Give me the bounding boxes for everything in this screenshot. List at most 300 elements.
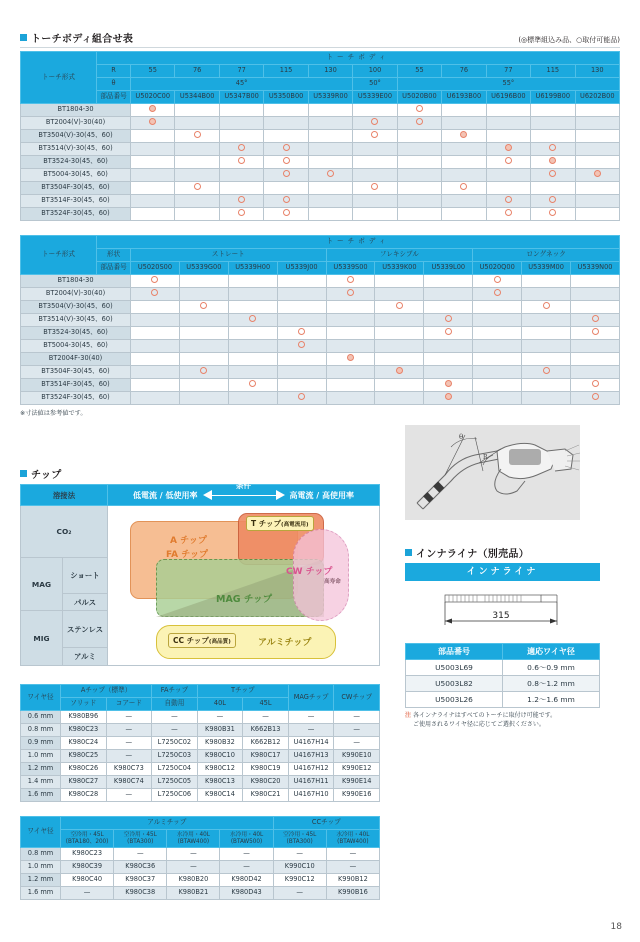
compat-cell bbox=[219, 182, 263, 195]
chip-selection-chart bbox=[20, 481, 380, 666]
compat-cell bbox=[522, 275, 571, 288]
chip-part-number: K662B13 bbox=[243, 724, 289, 737]
compat-cell bbox=[424, 379, 473, 392]
torch-illustration bbox=[405, 425, 580, 520]
compat-cell bbox=[131, 104, 175, 117]
alu-part-number: K980D43 bbox=[220, 887, 273, 900]
R-value-5: 100 bbox=[353, 65, 397, 78]
compat-cell bbox=[531, 195, 575, 208]
label-a-chip: A チップ bbox=[170, 535, 207, 546]
chip-part-number: K980C24 bbox=[61, 737, 107, 750]
compat-cell bbox=[277, 275, 326, 288]
compat-cell bbox=[375, 392, 424, 405]
method-mig-stainless: ステンレス bbox=[63, 611, 108, 648]
table-row bbox=[21, 763, 380, 776]
compat-cell bbox=[175, 195, 219, 208]
liner-header-0: 部品番号 bbox=[406, 644, 503, 660]
alu-part-number: — bbox=[167, 861, 220, 874]
chip-part-number: K990E10 bbox=[334, 750, 380, 763]
torch-model-label: BT3524-30(45、60) bbox=[21, 156, 131, 169]
standard-marker-icon bbox=[445, 380, 452, 387]
compat-cell bbox=[131, 301, 180, 314]
compat-cell bbox=[131, 117, 175, 130]
attachable-marker-icon bbox=[416, 105, 423, 112]
wire-diameter-value: 0.6 mm bbox=[21, 711, 61, 724]
table-row bbox=[406, 660, 600, 676]
compat-cell bbox=[175, 169, 219, 182]
compat-cell bbox=[308, 156, 352, 169]
compat-cell bbox=[131, 379, 180, 392]
compat-cell bbox=[264, 104, 308, 117]
compat-cell bbox=[277, 340, 326, 353]
chip-group-0: Aチップ（標準） bbox=[61, 685, 152, 698]
torch-body-heading-text: トーチボディ組合せ表 bbox=[31, 34, 134, 45]
liner-dimension-drawing bbox=[405, 581, 600, 639]
compat-cell bbox=[277, 366, 326, 379]
standard-marker-icon bbox=[149, 105, 156, 112]
compat-cell bbox=[424, 353, 473, 366]
compat-cell bbox=[131, 314, 180, 327]
alu-subgroup-4: 空冷用・45L (BTA300) bbox=[273, 830, 326, 848]
alu-part-number: — bbox=[326, 861, 379, 874]
square-bullet-icon bbox=[20, 34, 27, 41]
page-number: 18 bbox=[610, 922, 622, 932]
part-number-10: U6202B00 bbox=[575, 91, 619, 104]
condition-arrow-icon bbox=[203, 481, 285, 501]
compat-cell bbox=[326, 366, 375, 379]
attachable-marker-icon bbox=[371, 118, 378, 125]
alu-part-number: K980C37 bbox=[114, 874, 167, 887]
attachable-marker-icon bbox=[549, 144, 556, 151]
compat-cell bbox=[179, 392, 228, 405]
torch-type-header: トーチ形式 bbox=[21, 52, 97, 104]
chip-part-number: — bbox=[334, 711, 380, 724]
compat-cell bbox=[228, 327, 277, 340]
compat-cell bbox=[375, 314, 424, 327]
table1-title: トーチボディ bbox=[97, 52, 620, 65]
torch-drawing-svg bbox=[405, 425, 580, 520]
wire-diameter-value: 0.8 mm bbox=[21, 724, 61, 737]
aluminum-chip-table bbox=[20, 816, 380, 900]
compat-cell bbox=[175, 208, 219, 221]
chip-part-number: K662B12 bbox=[243, 737, 289, 750]
part-number-3: U5350B00 bbox=[264, 91, 308, 104]
table-row bbox=[21, 353, 620, 366]
attachable-marker-icon bbox=[549, 196, 556, 203]
chip-part-number: — bbox=[106, 724, 152, 737]
compat-cell bbox=[326, 288, 375, 301]
table-row bbox=[21, 104, 620, 117]
chip-part-number: K980C73 bbox=[106, 763, 152, 776]
chip-part-number: K980C28 bbox=[61, 789, 107, 802]
compat-cell bbox=[353, 195, 397, 208]
aluminum-chip-table-wrap bbox=[20, 816, 380, 900]
compat-cell bbox=[397, 143, 441, 156]
shape-group-0: ストレート bbox=[131, 249, 327, 262]
part-number-3: U5339J00 bbox=[277, 262, 326, 275]
table-row bbox=[21, 776, 380, 789]
table-row bbox=[21, 724, 380, 737]
chip-part-number: L7250C04 bbox=[152, 763, 198, 776]
compat-cell bbox=[486, 117, 530, 130]
part-number-6: U5020B00 bbox=[397, 91, 441, 104]
chip-part-number: — bbox=[106, 737, 152, 750]
table-row bbox=[21, 750, 380, 763]
alu-part-number: K980D42 bbox=[220, 874, 273, 887]
chip-part-number: L7250C03 bbox=[152, 750, 198, 763]
chip-part-number: K990E16 bbox=[334, 789, 380, 802]
alu-part-number: K980C23 bbox=[61, 848, 114, 861]
compat-cell bbox=[397, 117, 441, 130]
inner-liner-note-line2: ご使用されるワイヤ径に応じてご選択ください。 bbox=[413, 720, 545, 728]
compat-cell bbox=[264, 208, 308, 221]
part-number-8: U5339M00 bbox=[522, 262, 571, 275]
torch-model-label: BT3524-30(45、60) bbox=[21, 327, 131, 340]
compat-cell bbox=[353, 130, 397, 143]
compat-cell bbox=[326, 275, 375, 288]
compat-cell bbox=[175, 143, 219, 156]
compat-cell bbox=[375, 366, 424, 379]
chip-part-number: — bbox=[106, 711, 152, 724]
compat-cell bbox=[571, 275, 620, 288]
attachable-marker-icon bbox=[543, 367, 550, 374]
torch-model-label: BT3514F-30(45、60) bbox=[21, 379, 131, 392]
wire-diameter-value: 1.0 mm bbox=[21, 861, 61, 874]
attachable-marker-icon bbox=[194, 131, 201, 138]
table-row bbox=[406, 692, 600, 708]
compat-cell bbox=[522, 288, 571, 301]
compat-cell bbox=[228, 340, 277, 353]
chip-part-number: — bbox=[334, 724, 380, 737]
chip-part-number: L7250C05 bbox=[152, 776, 198, 789]
compat-cell bbox=[397, 182, 441, 195]
standard-marker-icon bbox=[347, 354, 354, 361]
part-number-2: U5347B00 bbox=[219, 91, 263, 104]
chip-part-number-table bbox=[20, 684, 380, 802]
compat-cell bbox=[353, 156, 397, 169]
liner-wire-diameter: 1.2〜1.6 mm bbox=[503, 692, 600, 708]
chip-group-1: FAチップ bbox=[152, 685, 198, 698]
compat-cell bbox=[522, 340, 571, 353]
compat-cell bbox=[531, 208, 575, 221]
alu-part-number: K980C36 bbox=[114, 861, 167, 874]
compat-cell bbox=[175, 117, 219, 130]
part-number-2: U5339H00 bbox=[228, 262, 277, 275]
compat-cell bbox=[522, 353, 571, 366]
attachable-marker-icon bbox=[592, 380, 599, 387]
compat-cell bbox=[486, 104, 530, 117]
compat-cell bbox=[175, 104, 219, 117]
compat-cell bbox=[375, 340, 424, 353]
alu-part-number: K980B20 bbox=[167, 874, 220, 887]
wire-diameter-value: 0.9 mm bbox=[21, 737, 61, 750]
compat-cell bbox=[571, 314, 620, 327]
compat-cell bbox=[571, 392, 620, 405]
part-number-1: U5344B00 bbox=[175, 91, 219, 104]
part-number-4: U5339R00 bbox=[308, 91, 352, 104]
attachable-marker-icon bbox=[283, 209, 290, 216]
compat-cell bbox=[571, 327, 620, 340]
torch-model-label: BT1804-30 bbox=[21, 104, 131, 117]
chip-subgroup-1-0: 自動用 bbox=[152, 698, 198, 711]
compat-cell bbox=[531, 117, 575, 130]
alu-part-number: — bbox=[61, 887, 114, 900]
compat-cell bbox=[353, 208, 397, 221]
marker-legend: (◎標準組込み品、○取付可能品) bbox=[518, 36, 620, 44]
part-number-1: U5339G00 bbox=[179, 262, 228, 275]
part-number-9: U5339N00 bbox=[571, 262, 620, 275]
compat-cell bbox=[228, 366, 277, 379]
compat-cell bbox=[308, 117, 352, 130]
table-row bbox=[21, 195, 620, 208]
method-mig-aluminum: アルミ bbox=[63, 648, 108, 666]
compat-cell bbox=[442, 130, 486, 143]
compat-cell bbox=[442, 195, 486, 208]
alu-part-number: — bbox=[326, 848, 379, 861]
compat-cell bbox=[575, 156, 619, 169]
dimension-footnote: ※寸法値は参考値です。 bbox=[20, 410, 87, 417]
alu-subgroup-3: 水冷用・40L (BTAW500) bbox=[220, 830, 273, 848]
compat-cell bbox=[308, 195, 352, 208]
chip-part-number: K980C17 bbox=[243, 750, 289, 763]
chip-part-number: L7250C06 bbox=[152, 789, 198, 802]
table-row bbox=[21, 392, 620, 405]
compat-cell bbox=[424, 327, 473, 340]
liner-part-number: U5003L82 bbox=[406, 676, 503, 692]
chip-part-number: — bbox=[106, 750, 152, 763]
compat-cell bbox=[473, 340, 522, 353]
R-value-9: 115 bbox=[531, 65, 575, 78]
torch-model-label: BT3524F-30(45、60) bbox=[21, 392, 131, 405]
compat-cell bbox=[219, 130, 263, 143]
chip-subgroup-2-0: 40L bbox=[197, 698, 243, 711]
compat-cell bbox=[575, 143, 619, 156]
compat-cell bbox=[264, 143, 308, 156]
torch-model-label: BT3514F-30(45、60) bbox=[21, 195, 131, 208]
compat-cell bbox=[277, 314, 326, 327]
alu-subgroup-0: 空冷用・45L (BTA180、200) bbox=[61, 830, 114, 848]
row-label-part: 部品番号 bbox=[97, 262, 131, 275]
compat-cell bbox=[131, 288, 180, 301]
compat-cell bbox=[264, 195, 308, 208]
compat-cell bbox=[375, 301, 424, 314]
label-mag-chip: MAG チップ bbox=[216, 593, 273, 605]
alu-group-0: アルミチップ bbox=[61, 817, 274, 830]
chip-part-number: K980C13 bbox=[197, 776, 243, 789]
compat-cell bbox=[486, 169, 530, 182]
compat-cell bbox=[353, 117, 397, 130]
compat-cell bbox=[473, 366, 522, 379]
table-row bbox=[21, 711, 380, 724]
table-row bbox=[21, 117, 620, 130]
compat-cell bbox=[353, 169, 397, 182]
table-row bbox=[21, 366, 620, 379]
compat-cell bbox=[531, 182, 575, 195]
row-label-part: 部品番号 bbox=[97, 91, 131, 104]
compat-cell bbox=[228, 288, 277, 301]
wire-diameter-value: 1.2 mm bbox=[21, 763, 61, 776]
chip-part-number: U4167H10 bbox=[288, 789, 334, 802]
part-number-0: U5020C00 bbox=[131, 91, 175, 104]
compat-cell bbox=[264, 169, 308, 182]
compat-cell bbox=[442, 156, 486, 169]
chip-part-number: — bbox=[106, 789, 152, 802]
chip-part-number: K980C74 bbox=[106, 776, 152, 789]
compat-cell bbox=[131, 275, 180, 288]
part-number-0: U5020S00 bbox=[131, 262, 180, 275]
part-number-7: U6193B00 bbox=[442, 91, 486, 104]
R-value-8: 77 bbox=[486, 65, 530, 78]
attachable-marker-icon bbox=[347, 276, 354, 283]
theta-group-1: 50° bbox=[353, 78, 397, 91]
inner-liner-figure bbox=[405, 581, 600, 639]
table-row bbox=[21, 789, 380, 802]
compat-cell bbox=[375, 288, 424, 301]
compat-cell bbox=[486, 156, 530, 169]
theta-group-2: 55° bbox=[397, 78, 619, 91]
chip-part-number: K990E12 bbox=[334, 763, 380, 776]
torch-model-label: BT5004-30(45、60) bbox=[21, 340, 131, 353]
alu-part-number: K990B12 bbox=[326, 874, 379, 887]
part-number-5: U5339E00 bbox=[353, 91, 397, 104]
compat-cell bbox=[571, 353, 620, 366]
wire-diameter-value: 1.2 mm bbox=[21, 874, 61, 887]
attachable-marker-icon bbox=[505, 157, 512, 164]
chip-diagram-canvas bbox=[108, 506, 380, 666]
chip-part-number: U4167H12 bbox=[288, 763, 334, 776]
compat-cell bbox=[219, 104, 263, 117]
compat-cell bbox=[397, 169, 441, 182]
table-row bbox=[21, 340, 620, 353]
chip-part-number: K980C19 bbox=[243, 763, 289, 776]
part-number-5: U5339K00 bbox=[375, 262, 424, 275]
compat-cell bbox=[473, 275, 522, 288]
torch-model-label: BT3504F-30(45、60) bbox=[21, 182, 131, 195]
compat-cell bbox=[179, 314, 228, 327]
torch-model-label: BT3524F-30(45、60) bbox=[21, 208, 131, 221]
torch-model-label: BT2004(V)-30(40) bbox=[21, 117, 131, 130]
table-row bbox=[21, 275, 620, 288]
part-number-4: U5339S00 bbox=[326, 262, 375, 275]
wire-diameter-header: ワイヤ径 bbox=[21, 685, 61, 711]
compat-cell bbox=[277, 392, 326, 405]
attachable-marker-icon bbox=[249, 380, 256, 387]
compat-cell bbox=[575, 195, 619, 208]
compat-cell bbox=[522, 314, 571, 327]
alu-subgroup-5: 水冷用・40L (BTAW400) bbox=[326, 830, 379, 848]
inner-liner-note-line1: 各インナライナはすべてのトーチに取付け可能です。 bbox=[412, 712, 557, 719]
standard-marker-icon bbox=[445, 393, 452, 400]
compat-cell bbox=[473, 314, 522, 327]
chip-part-number: — bbox=[288, 724, 334, 737]
method-mag: MAG bbox=[21, 558, 63, 611]
attachable-marker-icon bbox=[592, 393, 599, 400]
chip-heading bbox=[20, 466, 380, 481]
chip-part-number: K980B96 bbox=[61, 711, 107, 724]
attachable-marker-icon bbox=[592, 328, 599, 335]
compat-cell bbox=[473, 288, 522, 301]
compat-cell bbox=[397, 130, 441, 143]
attachable-marker-icon bbox=[549, 170, 556, 177]
chip-part-number: U4167H14 bbox=[288, 737, 334, 750]
compat-cell bbox=[179, 288, 228, 301]
table-row bbox=[21, 208, 620, 221]
compat-cell bbox=[486, 182, 530, 195]
R-value-1: 76 bbox=[175, 65, 219, 78]
alu-part-number: — bbox=[167, 848, 220, 861]
compat-cell bbox=[473, 301, 522, 314]
chip-part-number: — bbox=[152, 711, 198, 724]
compat-cell bbox=[131, 208, 175, 221]
attachable-marker-icon bbox=[298, 341, 305, 348]
torch-body-heading bbox=[20, 30, 133, 45]
compat-cell bbox=[486, 208, 530, 221]
torch-body-section bbox=[20, 30, 620, 417]
table-row bbox=[21, 737, 380, 750]
compat-cell bbox=[575, 169, 619, 182]
compat-cell bbox=[228, 301, 277, 314]
compat-cell bbox=[424, 366, 473, 379]
attachable-marker-icon bbox=[200, 302, 207, 309]
method-mag-short: ショート bbox=[63, 558, 108, 594]
attachable-marker-icon bbox=[151, 276, 158, 283]
attachable-marker-icon bbox=[327, 170, 334, 177]
compat-cell bbox=[228, 379, 277, 392]
attachable-marker-icon bbox=[283, 157, 290, 164]
alu-group-1: CCチップ bbox=[273, 817, 379, 830]
compat-cell bbox=[424, 288, 473, 301]
table-row bbox=[21, 169, 620, 182]
chip-part-number: U4167H13 bbox=[288, 750, 334, 763]
compat-cell bbox=[179, 340, 228, 353]
liner-part-number: U5003L26 bbox=[406, 692, 503, 708]
alu-part-number: — bbox=[220, 848, 273, 861]
table-row bbox=[21, 143, 620, 156]
row-label-R: R bbox=[97, 65, 131, 78]
torch-body-table-1 bbox=[20, 51, 620, 221]
alu-part-number: K990C12 bbox=[273, 874, 326, 887]
compat-cell bbox=[575, 182, 619, 195]
table-row bbox=[21, 288, 620, 301]
attachable-marker-icon bbox=[371, 183, 378, 190]
table-row bbox=[21, 887, 380, 900]
chip-part-number: K980C27 bbox=[61, 776, 107, 789]
compat-cell bbox=[397, 195, 441, 208]
compat-cell bbox=[473, 327, 522, 340]
part-number-6: U5339L00 bbox=[424, 262, 473, 275]
compat-cell bbox=[131, 340, 180, 353]
alu-part-number: — bbox=[273, 848, 326, 861]
compat-cell bbox=[531, 156, 575, 169]
label-t-chip: T チップ(高電流用) bbox=[246, 516, 314, 531]
compat-cell bbox=[575, 130, 619, 143]
compat-cell bbox=[575, 104, 619, 117]
row-label-theta: θ bbox=[97, 78, 131, 91]
torch-model-label: BT2004F-30(40) bbox=[21, 353, 131, 366]
compat-cell bbox=[264, 117, 308, 130]
compat-cell bbox=[175, 156, 219, 169]
compat-cell bbox=[522, 301, 571, 314]
wire-diameter-value: 1.4 mm bbox=[21, 776, 61, 789]
table-row bbox=[21, 130, 620, 143]
compat-cell bbox=[522, 327, 571, 340]
standard-marker-icon bbox=[396, 367, 403, 374]
chip-part-number: — bbox=[197, 711, 243, 724]
compat-cell bbox=[131, 195, 175, 208]
compat-cell bbox=[326, 314, 375, 327]
liner-length-value: 315 bbox=[492, 611, 510, 621]
compat-cell bbox=[397, 104, 441, 117]
